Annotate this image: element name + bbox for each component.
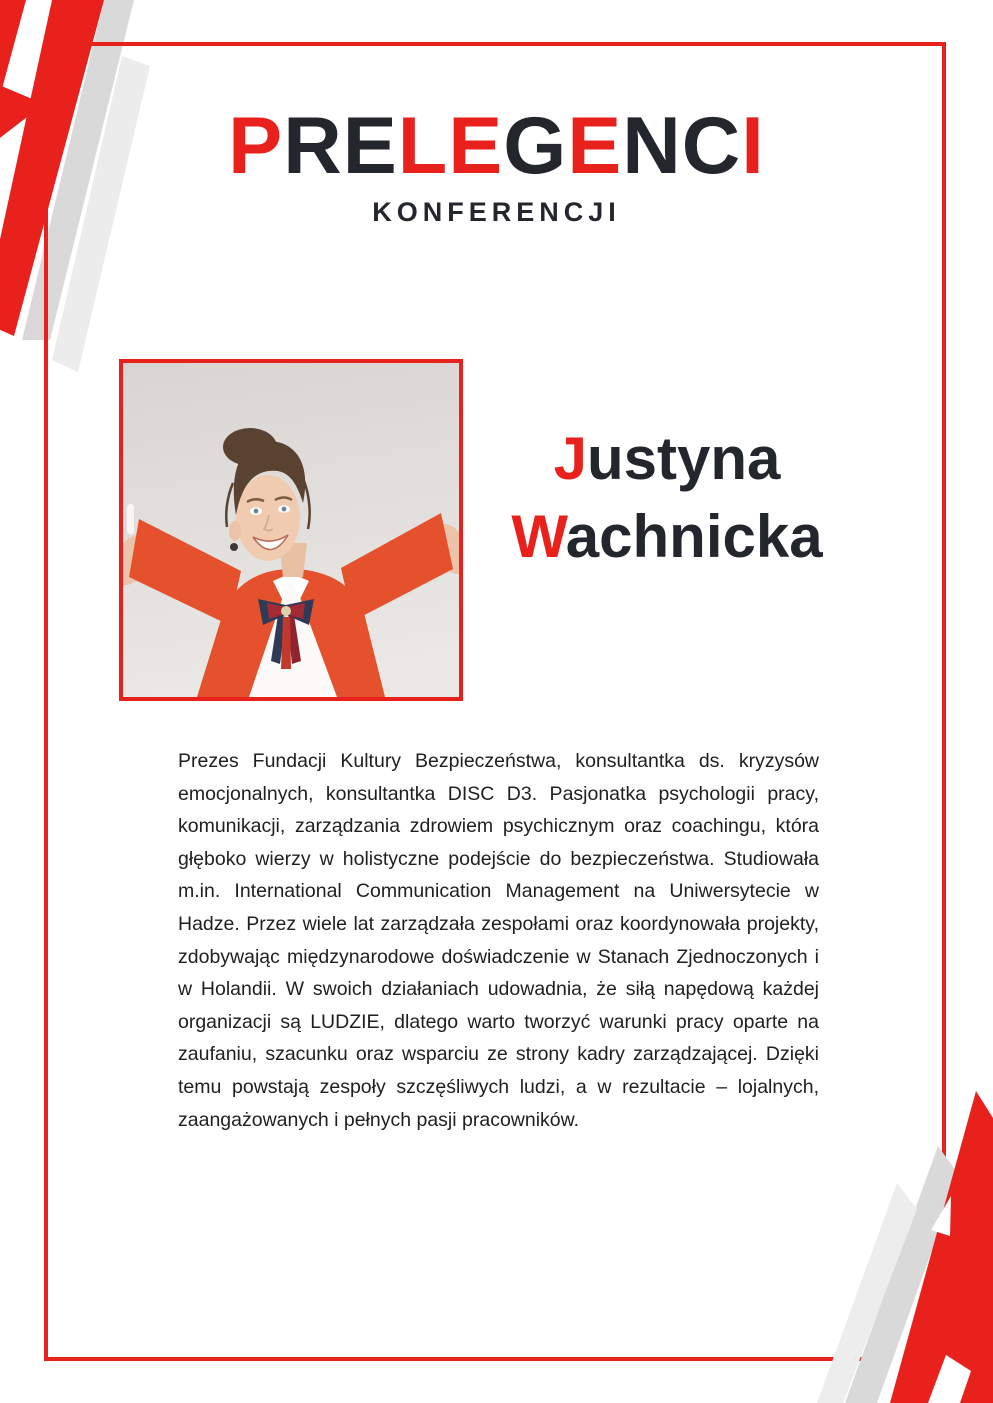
page-title: PRELEGENCI xyxy=(228,101,765,191)
speaker-name xyxy=(462,420,872,576)
speaker-photo-illustration xyxy=(123,363,459,697)
speaker-last-name: Wachnicka xyxy=(511,503,823,570)
speaker-bio: Prezes Fundacji Kultury Bezpieczeństwa, konsultantka ds. kryzysów emocjonalnych, konsultantka DISC D3. Pasjonatka psychologii pracy, komunikacji, zarządzania zdrowiem psychicznym oraz coachingu, która głęboko wierzy w holistyczne podejście do bezpieczeństwa. Studiowała m.in. International Communication Management na Uniwersytecie w Hadze. Przez wiele lat zarządzała zespołami oraz koordynowała projekty, zdobywając międzynarodowe doświadczenie w Stanach Zjednoczonych i w Holandii. W swoich działaniach udowadnia, że siłą napędową każdej organizacji są LUDZIE, dlatego warto tworzyć warunki pracy oparte na zaufaniu, szacunku oraz wsparciu ze strony kadry zarządzającej. Dzięki temu powstają zespoły szczęśliwych ludzi, a w rezultacie – lojalnych, zaangażowanych i pełnych pasji pracowników. xyxy=(178,750,819,1131)
speaker-photo xyxy=(119,359,463,701)
speaker-first-name: Justyna xyxy=(553,425,781,492)
page-subtitle: KONFERENCJI xyxy=(372,197,621,227)
wall-switch xyxy=(127,504,134,534)
